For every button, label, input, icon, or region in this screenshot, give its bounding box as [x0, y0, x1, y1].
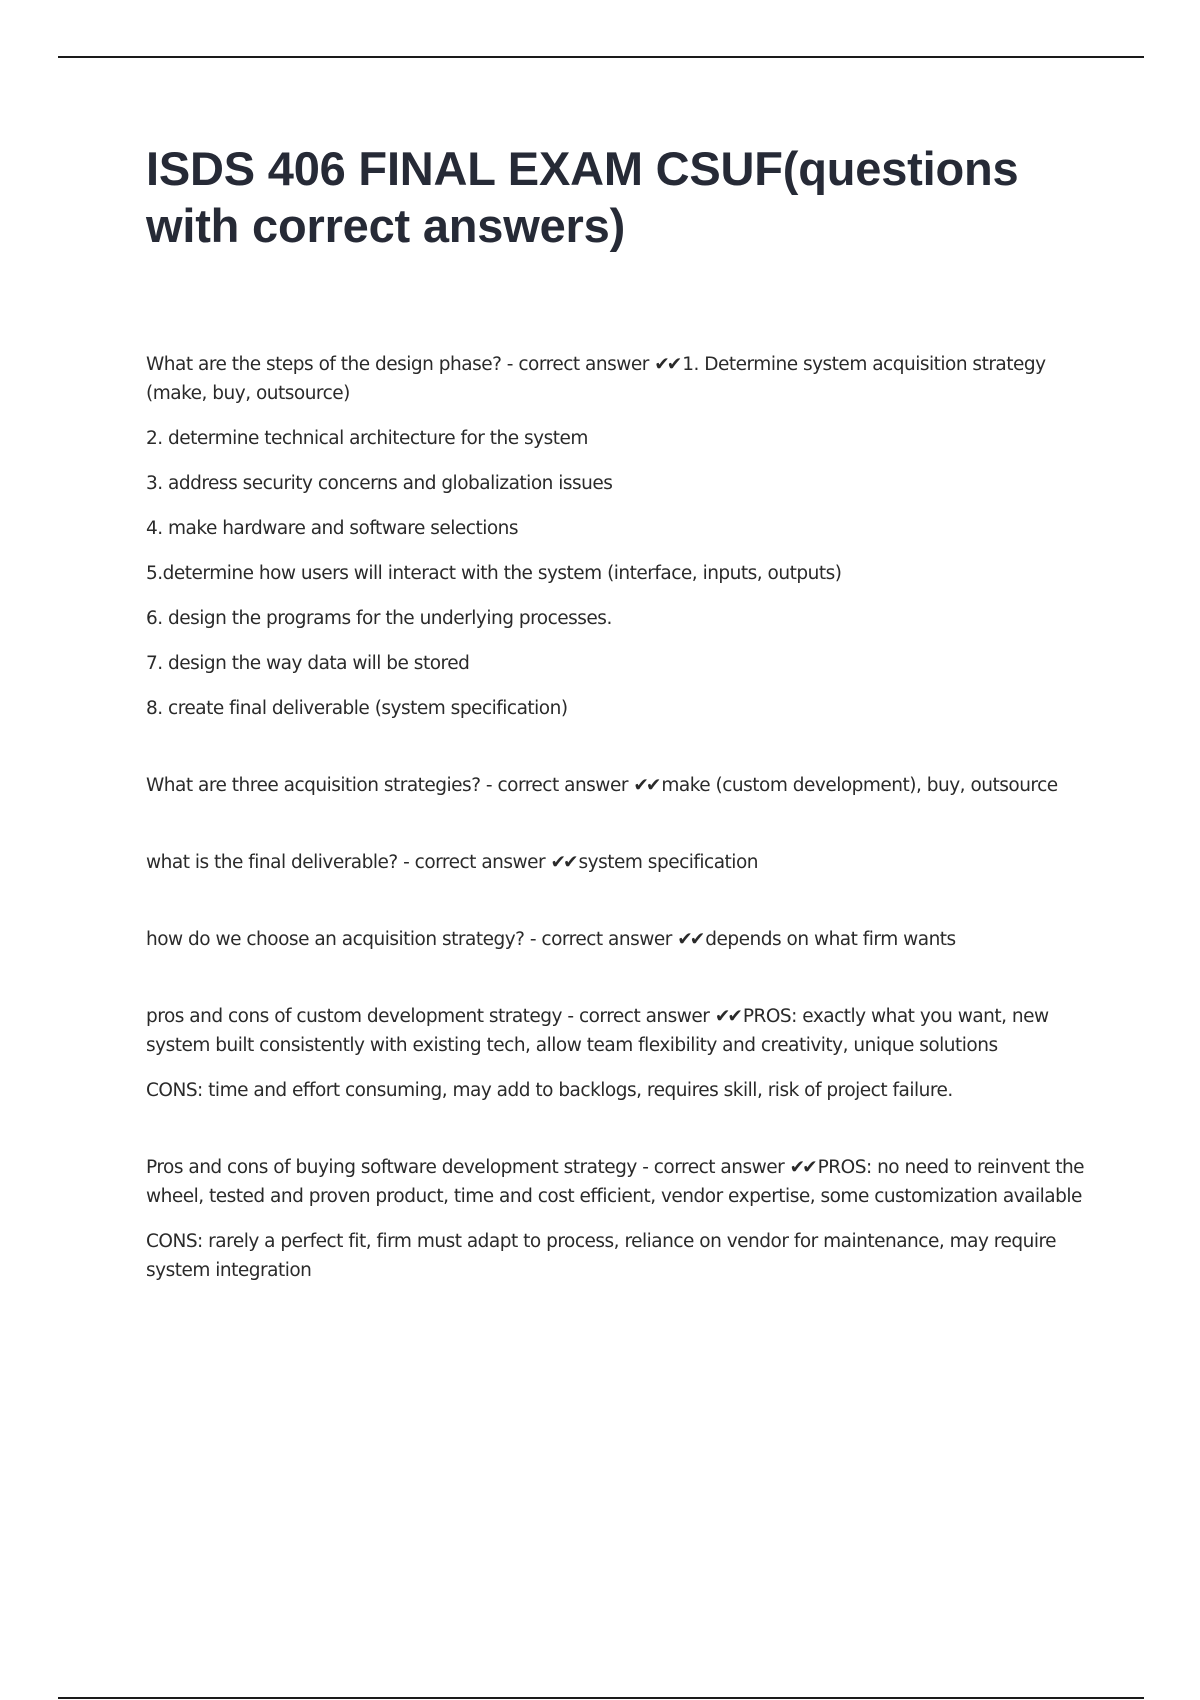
answer-line: 2. determine technical architecture for the system	[146, 428, 588, 449]
qa-item	[146, 1153, 1086, 1285]
answer-text: system specification	[578, 852, 758, 873]
answer-text: depends on what firm wants	[705, 929, 956, 950]
check-marks-icon: ✔✔	[677, 929, 703, 950]
answer-line: 6. design the programs for the underlying processes.	[146, 608, 612, 629]
document-title: ISDS 406 FINAL EXAM CSUF(questions with correct answers)	[146, 142, 1019, 252]
qa-question-line	[146, 1153, 1086, 1211]
answer-text: PROS: no need to reinvent the wheel, tested and proven product, time and cost efficient, vendor expertise, some customization available	[146, 1157, 1085, 1207]
qa-item	[146, 925, 1086, 954]
question-text: what is the final deliverable? - correct answer	[146, 852, 546, 873]
qa-question-line	[146, 925, 1086, 954]
qa-question-line	[146, 350, 1086, 408]
answer-line: 8. create final deliverable (system specification)	[146, 698, 568, 719]
answer-text: PROS: exactly what you want, new system built consistently with existing tech, allow team flexibility and creativity, unique solutions	[146, 1006, 1049, 1056]
check-marks-icon: ✔✔	[714, 1006, 740, 1027]
check-marks-icon: ✔✔	[633, 775, 659, 796]
answer-line: CONS: rarely a perfect fit, firm must adapt to process, reliance on vendor for maintenance, may require system integration	[146, 1231, 1057, 1281]
qa-question-line	[146, 1002, 1086, 1060]
question-text: Pros and cons of buying software development strategy - correct answer	[146, 1157, 785, 1178]
top-rule	[58, 56, 1144, 58]
answer-text: make (custom development), buy, outsource	[661, 775, 1058, 796]
qa-item	[146, 1002, 1086, 1105]
question-text: how do we choose an acquisition strategy? - correct answer	[146, 929, 672, 950]
answer-line: 7. design the way data will be stored	[146, 653, 470, 674]
question-text: pros and cons of custom development strategy - correct answer	[146, 1006, 710, 1027]
qa-item	[146, 848, 1086, 877]
answer-line: 5.determine how users will interact with the system (interface, inputs, outputs)	[146, 563, 842, 584]
answer-text: 1. Determine system acquisition strategy (make, buy, outsource)	[146, 354, 1046, 404]
question-text: What are the steps of the design phase? - correct answer	[146, 354, 649, 375]
qa-question-line	[146, 771, 1086, 800]
answer-line: CONS: time and effort consuming, may add to backlogs, requires skill, risk of project failure.	[146, 1080, 953, 1101]
bottom-rule	[58, 1697, 1144, 1699]
check-marks-icon: ✔✔	[654, 354, 680, 375]
qa-question-line	[146, 848, 1086, 877]
answer-line: 3. address security concerns and globalization issues	[146, 473, 613, 494]
qa-item	[146, 350, 1086, 723]
question-text: What are three acquisition strategies? - correct answer	[146, 775, 628, 796]
check-marks-icon: ✔✔	[789, 1157, 815, 1178]
check-marks-icon: ✔✔	[550, 852, 576, 873]
qa-item	[146, 771, 1086, 800]
document-body	[146, 140, 1086, 1333]
answer-line: 4. make hardware and software selections	[146, 518, 519, 539]
